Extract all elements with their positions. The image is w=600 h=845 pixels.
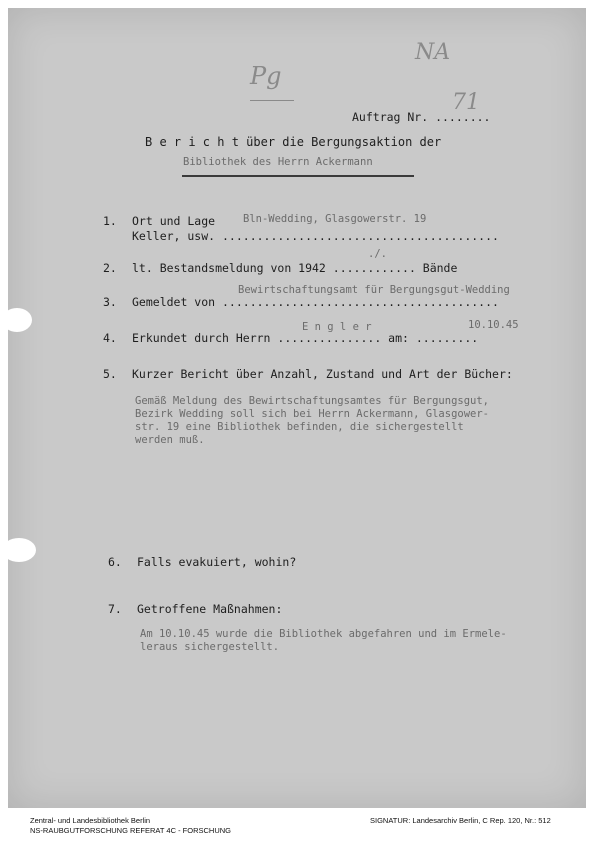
item-2-label: lt. Bestandsmeldung von 1942 ............ Bände — [132, 261, 458, 275]
item-3-label: Gemeldet von ........................................ — [132, 295, 499, 309]
punch-hole-top — [2, 308, 32, 332]
item-6-number: 6. — [108, 555, 122, 569]
item-1-label-2: Keller, usw. ........................................ — [132, 229, 499, 243]
handwritten-pg: Pg — [250, 62, 282, 90]
item-1-value: Bln-Wedding, Glasgowerstr. 19 — [243, 213, 427, 225]
item-4-label: Erkundet durch Herrn ............... am: ......... — [132, 331, 479, 345]
item-7-number: 7. — [108, 602, 122, 616]
item-1-number: 1. — [103, 214, 117, 228]
auftrag-label: Auftrag Nr. ........ — [352, 110, 491, 124]
item-4-name: E n g l e r — [302, 321, 372, 333]
handwritten-nr-value: 71 — [452, 90, 480, 115]
footer-department: NS-RAUBGUTFORSCHUNG REFERAT 4C - FORSCHUNG — [30, 826, 231, 835]
item-3-number: 3. — [103, 295, 117, 309]
footer-signature: SIGNATUR: Landesarchiv Berlin, C Rep. 120, Nr.: 512 — [370, 816, 551, 825]
item-4-number: 4. — [103, 331, 117, 345]
punch-hole-bottom — [2, 538, 36, 562]
item-3-value: Bewirtschaftungsamt für Bergungsgut-Wedding — [238, 284, 510, 296]
item-5-text-line-1: Gemäß Meldung des Bewirtschaftungsamtes für Bergungsgut, — [135, 395, 490, 407]
item-2-value: ./. — [368, 248, 387, 260]
handwritten-underline — [250, 100, 294, 101]
item-7-label: Getroffene Maßnahmen: — [137, 602, 283, 616]
item-5-label: Kurzer Bericht über Anzahl, Zustand und Art der Bücher: — [132, 367, 513, 381]
item-7-text-line-1: Am 10.10.45 wurde die Bibliothek abgefahren und im Ermele- — [140, 628, 507, 640]
footer-institution: Zentral- und Landesbibliothek Berlin — [30, 816, 151, 825]
report-subtitle: Bibliothek des Herrn Ackermann — [183, 156, 373, 168]
item-4-date: 10.10.45 — [468, 319, 519, 331]
item-5-text-line-3: str. 19 eine Bibliothek befinden, die sichergestellt — [135, 421, 464, 433]
item-5-text-line-2: Bezirk Wedding soll sich bei Herrn Ackermann, Glasgower- — [135, 408, 490, 420]
item-7-text-line-2: leraus sichergestellt. — [140, 641, 280, 653]
item-2-number: 2. — [103, 261, 117, 275]
item-1-label: Ort und Lage — [132, 214, 216, 228]
item-5-text-line-4: werden muß. — [135, 434, 205, 446]
item-5-number: 5. — [103, 367, 117, 381]
handwritten-nr-mark: NA — [415, 40, 451, 65]
item-6-label: Falls evakuiert, wohin? — [137, 555, 297, 569]
title-underline — [182, 175, 414, 177]
report-title: B e r i c h t über die Bergungsaktion der — [145, 135, 442, 149]
